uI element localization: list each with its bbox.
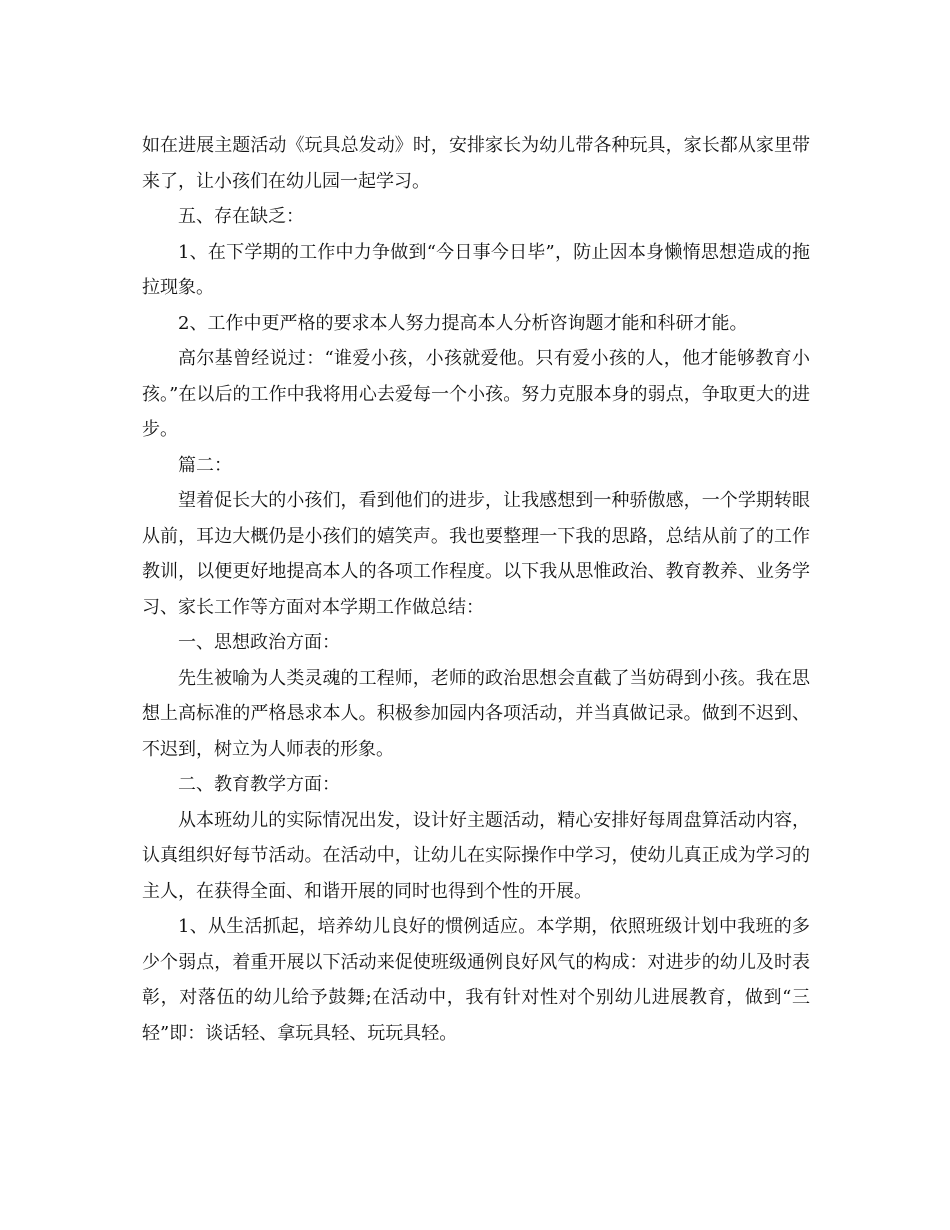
document-body <box>142 128 810 1051</box>
paragraph: 先生被喻为人类灵魂的工程师，老师的政治思想会直截了当妨碍到小孩。我在思想上高标准的严格恳求本人。积极参加园内各项活动，并当真做记录。做到不迟到、不迟到，树立为人师表的形象。 <box>142 667 810 760</box>
section-heading: 一、思想政治方面： <box>178 632 340 653</box>
section-heading: 五、存在缺乏： <box>178 206 304 227</box>
paragraph: 从本班幼儿的实际情况出发，设计好主题活动，精心安排好每周盘算活动内容，认真组织好每节活动。在活动中，让幼儿在实际操作中学习，使幼儿真正成为学习的主人，在获得全面、和谐开展的同时也得到个性的开展。 <box>142 809 810 902</box>
list-item: 2、工作中更严格的要求本人努力提高本人分析咨询题才能和科研才能。 <box>178 312 748 334</box>
paragraph: 高尔基曾经说过：“谁爱小孩，小孩就爱他。只有爱小孩的人，他才能够教育小孩。”在以后的工作中我将用心去爱每一个小孩。努力克服本身的弱点，争取更大的进步。 <box>142 348 810 440</box>
section-heading: 二、教育教学方面： <box>178 774 340 795</box>
paragraph: 望着促长大的小孩们，看到他们的进步，让我感想到一种骄傲感，一个学期转眼从前，耳边大概仍是小孩们的嬉笑声。我也要整理一下我的思路，总结从前了的工作教训，以便更好地提高本人的各项工作程度。以下我从思惟政治、教育教养、业务学习、家长工作等方面对本学期工作做总结： <box>142 490 810 618</box>
list-item: 1、在下学期的工作中力争做到“今日事今日毕”，防止因本身懒惰思想造成的拖拉现象。 <box>142 241 810 298</box>
list-item: 1、从生活抓起，培养幼儿良好的惯例适应。本学期，依照班级计划中我班的多少个弱点，着重开展以下活动来促使班级通例良好风气的构成：对进步的幼儿及时表彰，对落伍的幼儿给予鼓舞;在活动中，我有针对性对个别幼儿进展教育，做到“三轻”即：谈话轻、拿玩具轻、玩玩具轻。 <box>142 916 810 1044</box>
section-heading: 篇二： <box>178 454 232 476</box>
paragraph: 如在进展主题活动《玩具总发动》时，安排家长为幼儿带各种玩具，家长都从家里带来了，让小孩们在幼儿园一起学习。 <box>142 135 810 192</box>
